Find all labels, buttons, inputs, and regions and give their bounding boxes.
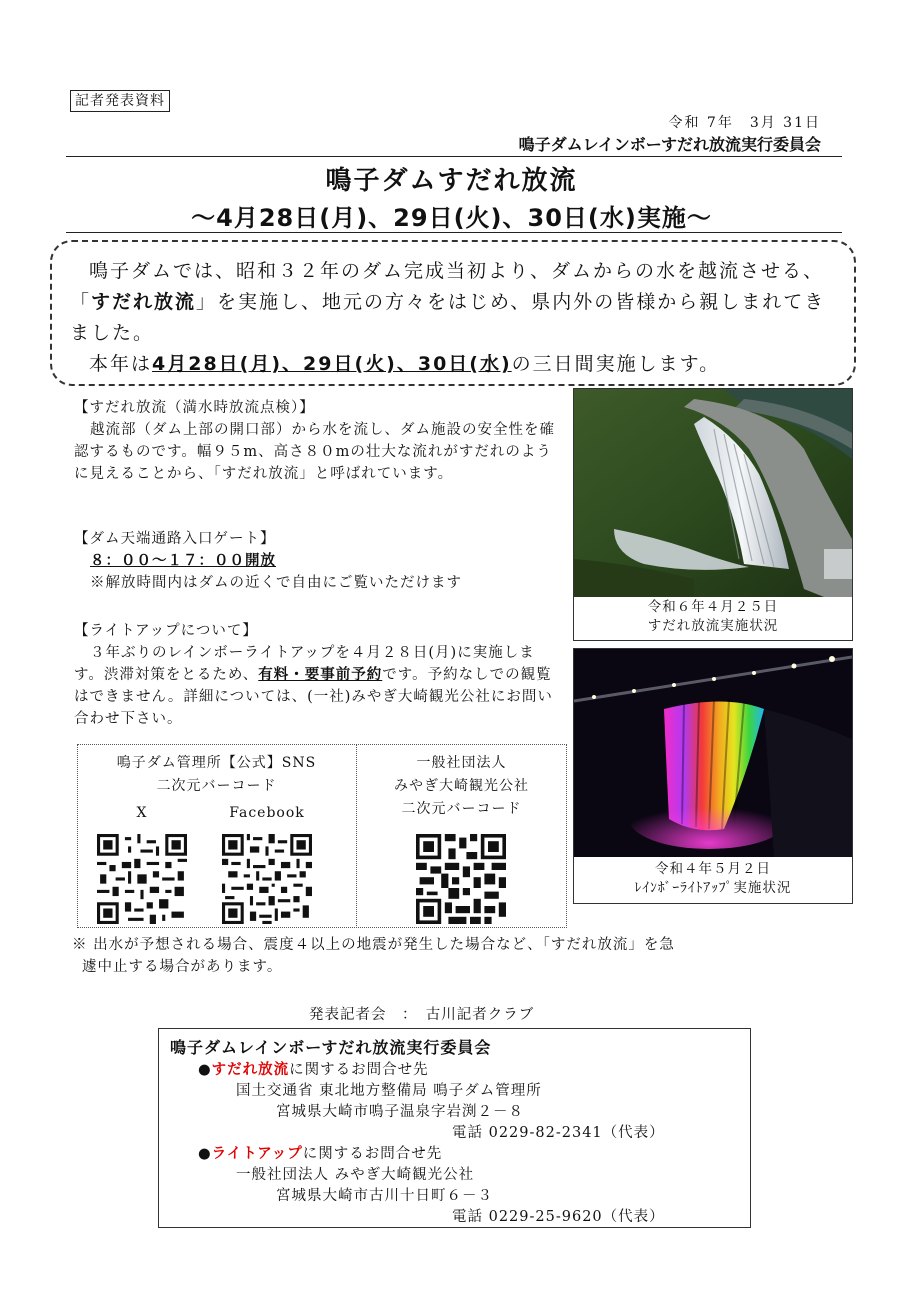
- contact-a-org: 国土交通省 東北地方整備局 鳴子ダム管理所: [236, 1083, 542, 1099]
- qr-right-text: [356, 752, 567, 821]
- qr-right-line3: 二次元バーコード: [401, 801, 522, 817]
- bullet-dot-icon: ●: [198, 1062, 212, 1078]
- intro-p1-bold: すだれ放流: [91, 291, 197, 313]
- photo2-caption: [574, 860, 852, 898]
- lightup-body-post: です。予約なしでの観覧はできません。詳細については、(一社)みやぎ大崎観光公社にお問い合わせ下さい。: [74, 667, 553, 727]
- qr-code-tourism-icon[interactable]: [416, 834, 506, 924]
- photo1-caption: [574, 598, 852, 636]
- contact-a-address: 宮城県大崎市鳴子温泉字岩渕２－８: [276, 1104, 524, 1120]
- qr-code-facebook-icon[interactable]: [222, 834, 312, 924]
- page-title: 鳴子ダムすだれ放流: [325, 166, 578, 196]
- sudare-heading: 【すだれ放流（満水時放流点検）】: [74, 400, 315, 416]
- organizer-name: 鳴子ダムレインボーすだれ放流実行委員会: [518, 135, 821, 154]
- rainbow-lightup-photo: [574, 649, 852, 857]
- photo2-caption-title: ﾚｲﾝﾎﾞｰﾗｲﾄｱｯﾌﾟ実施状況: [634, 880, 792, 896]
- contact-b-label-rest: に関するお問合せ先: [302, 1146, 443, 1162]
- gate-note: ※解放時間内はダムの近くで自由にご覧いただけます: [90, 575, 462, 591]
- gate-heading: 【ダム天端通路入口ゲート】: [74, 531, 276, 547]
- gate-section: [74, 528, 564, 594]
- dam-daytime-photo: [574, 389, 852, 597]
- lightup-fee-note: 有料・要事前予約: [258, 667, 383, 683]
- intro-p2-post: の三日間実施します。: [511, 353, 721, 375]
- photo1-caption-title: すだれ放流実施状況: [647, 618, 779, 634]
- lightup-body-pre: ３年ぶりのレインボーライトアップを４月２８日(月)に実施します。渋滞対策をとるため、: [74, 645, 535, 683]
- qr-facebook-label: Facebook: [229, 805, 305, 821]
- contact-b-org: 一般社団法人 みやぎ大崎観光公社: [236, 1167, 475, 1183]
- qr-left-line1: 鳴子ダム管理所【公式】SNS: [116, 755, 317, 771]
- photo2-caption-date: 令和４年５月２日: [655, 861, 771, 877]
- notice-line1: ※ 出水が予想される場合、震度４以上の地震が発生した場合など、「すだれ放流」を急: [72, 937, 675, 953]
- contact-b-address: 宮城県大崎市古川十日町６－３: [276, 1188, 493, 1204]
- contact-a-label-rest: に関するお問合せ先: [289, 1062, 429, 1078]
- gate-hours: ８：００～１７：００開放: [90, 553, 276, 569]
- cancellation-notice: [72, 934, 832, 978]
- contact-b-label: ライトアップ: [211, 1146, 303, 1162]
- contact-b-phone[interactable]: 電話 0229-25-9620（代表）: [452, 1209, 665, 1225]
- contact-text: [170, 1036, 740, 1228]
- press-club: 発表記者会 ： 古川記者クラブ: [309, 1007, 535, 1023]
- photo1-caption-date: 令和６年４月２５日: [647, 599, 779, 615]
- qr-right-line2: みやぎ大崎観光公社: [394, 778, 529, 794]
- intro-p1-pre: 鳴子ダムでは、昭和３２年のダム完成当初より、ダムからの水を越流させる、「: [70, 260, 825, 313]
- contact-a-label: すだれ放流: [211, 1062, 290, 1078]
- header-rule: [66, 156, 842, 157]
- notice-line2: 遽中止する場合があります。: [82, 959, 283, 975]
- intro-p1-post: 」を実施し、地元の方々をはじめ、県内外の皆様から親しまれてきました。: [70, 291, 826, 344]
- qr-right-line1: 一般社団法人: [416, 755, 507, 771]
- lightup-section: [74, 620, 564, 730]
- lightup-heading: 【ライトアップについて】: [74, 623, 258, 639]
- bullet-dot-icon: ●: [198, 1146, 212, 1162]
- qr-left-text: [77, 752, 356, 798]
- qr-left-line2: 二次元バーコード: [156, 778, 277, 794]
- page-subtitle: ～4月28日(月)、29日(火)、30日(水)実施～: [191, 204, 712, 232]
- qr-code-x-icon[interactable]: [97, 834, 187, 924]
- sudare-body: 越流部（ダム上部の開口部）から水を流し、ダム施設の安全性を確認するものです。幅９５m、高さ８０mの壮大な流れがすだれのように見えることから、「すだれ放流」と呼ばれています。: [74, 422, 555, 482]
- contact-a-phone[interactable]: 電話 0229-82-2341（代表）: [452, 1125, 665, 1141]
- press-release-tag: 記者発表資料: [70, 90, 170, 112]
- intro-p2-pre: 本年は: [89, 353, 153, 375]
- qr-x-label: X: [136, 805, 148, 821]
- contact-title: 鳴子ダムレインボーすだれ放流実行委員会: [170, 1038, 492, 1057]
- intro-text: [70, 256, 840, 380]
- sudare-section: [74, 397, 564, 485]
- intro-dates: 4月28日(月)、29日(火)、30日(水): [152, 353, 512, 375]
- release-date: 令和 7年 3月 31日: [668, 115, 821, 131]
- title-rule: [66, 232, 842, 233]
